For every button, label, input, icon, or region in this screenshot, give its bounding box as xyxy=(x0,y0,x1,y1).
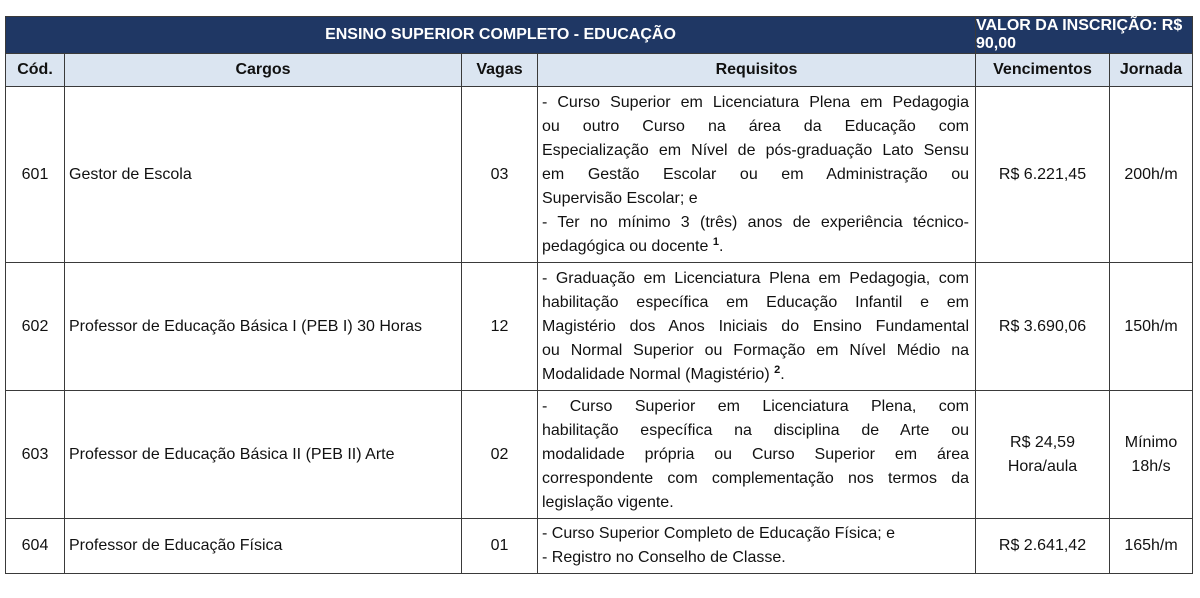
cargos-table xyxy=(5,16,1193,574)
jornada-label: Mínimo xyxy=(1124,433,1178,451)
cell-vagas: 12 xyxy=(462,263,538,391)
req-line: Supervisão Escolar; e xyxy=(542,189,698,207)
req-line: ou Normal Superior ou Formação em Nível Médio na xyxy=(542,341,969,359)
req-line: legislação vigente. xyxy=(542,493,674,511)
req-line-text: pedagógica ou docente xyxy=(542,237,709,255)
footnote-marker: 2 xyxy=(774,363,781,376)
req-line: Magistério dos Anos Iniciais do Ensino Fundamental xyxy=(542,317,969,335)
table-row xyxy=(6,391,1193,519)
req-line-text: Modalidade Normal (Magistério) xyxy=(542,365,770,383)
banner-right-title-text: VALOR DA INSCRIÇÃO: R$ 90,00 xyxy=(976,17,1183,52)
req-line-last xyxy=(542,363,969,387)
cell-jornada: 165h/m xyxy=(1110,519,1193,574)
cell-requisitos xyxy=(538,391,976,519)
req-line-end: . xyxy=(780,365,785,383)
req-line: - Curso Superior em Licenciatura Plena em Pedagogia xyxy=(542,93,969,111)
cell-code: 603 xyxy=(6,391,65,519)
cell-cargo: Professor de Educação Básica I (PEB I) 30 Horas xyxy=(65,263,462,391)
req-line-end: . xyxy=(718,237,724,255)
header-requisitos: Requisitos xyxy=(538,54,976,87)
venc-unit: Hora/aula xyxy=(1007,457,1078,475)
header-row xyxy=(6,54,1193,87)
cell-vencimentos: R$ 6.221,45 xyxy=(976,87,1110,263)
header-vagas: Vagas xyxy=(462,54,538,87)
req-line: modalidade própria ou Curso Superior em área xyxy=(542,445,969,463)
cell-code: 604 xyxy=(6,519,65,574)
banner-row xyxy=(6,17,1193,54)
req-line: - Curso Superior Completo de Educação Física; e xyxy=(542,525,896,542)
req-line: - Curso Superior em Licenciatura Plena, com xyxy=(542,397,969,415)
cell-jornada: 150h/m xyxy=(1110,263,1193,391)
cell-vencimentos: R$ 3.690,06 xyxy=(976,263,1110,391)
banner-right-title xyxy=(976,17,1193,54)
cell-jornada xyxy=(1110,391,1193,519)
table-row xyxy=(6,519,1193,574)
req-line-last xyxy=(542,235,969,259)
table-row xyxy=(6,263,1193,391)
cell-jornada: 200h/m xyxy=(1110,87,1193,263)
cell-requisitos xyxy=(538,263,976,391)
header-vencimentos: Vencimentos xyxy=(976,54,1110,87)
cell-vencimentos xyxy=(976,391,1110,519)
req-line: - Registro no Conselho de Classe. xyxy=(542,549,786,566)
req-line: habilitação específica em Educação Infantil e em xyxy=(542,293,969,311)
cell-code: 601 xyxy=(6,87,65,263)
cell-cargo: Professor de Educação Física xyxy=(65,519,462,574)
venc-value: R$ 24,59 xyxy=(1010,433,1075,451)
cell-requisitos xyxy=(538,519,976,574)
footnote-marker: 1 xyxy=(712,235,719,248)
cell-requisitos xyxy=(538,87,976,263)
cell-vencimentos: R$ 2.641,42 xyxy=(976,519,1110,574)
cell-vagas: 03 xyxy=(462,87,538,263)
header-cargo: Cargos xyxy=(65,54,462,87)
req-line: correspondente com complementação nos termos da xyxy=(542,469,969,487)
cell-vagas: 02 xyxy=(462,391,538,519)
jornada-value: 18h/s xyxy=(1131,457,1171,475)
req-line: - Graduação em Licenciatura Plena em Pedagogia, com xyxy=(542,269,969,287)
table-row xyxy=(6,87,1193,263)
cell-cargo: Gestor de Escola xyxy=(65,87,462,263)
req-line: - Ter no mínimo 3 (três) anos de experiência técnico- xyxy=(542,213,969,231)
header-jornada: Jornada xyxy=(1110,54,1193,87)
req-line: habilitação específica na disciplina de Arte ou xyxy=(542,421,969,439)
req-line: Especialização em Nível de pós-graduação Lato Sensu xyxy=(542,141,969,159)
header-code: Cód. xyxy=(6,54,65,87)
cell-vagas: 01 xyxy=(462,519,538,574)
req-line: ou outro Curso na área da Educação com xyxy=(542,117,969,135)
banner-left-title xyxy=(6,17,976,54)
cell-cargo: Professor de Educação Básica II (PEB II) Arte xyxy=(65,391,462,519)
banner-left-title-text: ENSINO SUPERIOR COMPLETO - EDUCAÇÃO xyxy=(325,26,676,43)
cell-code: 602 xyxy=(6,263,65,391)
req-line: em Gestão Escolar ou em Administração ou xyxy=(542,165,969,183)
